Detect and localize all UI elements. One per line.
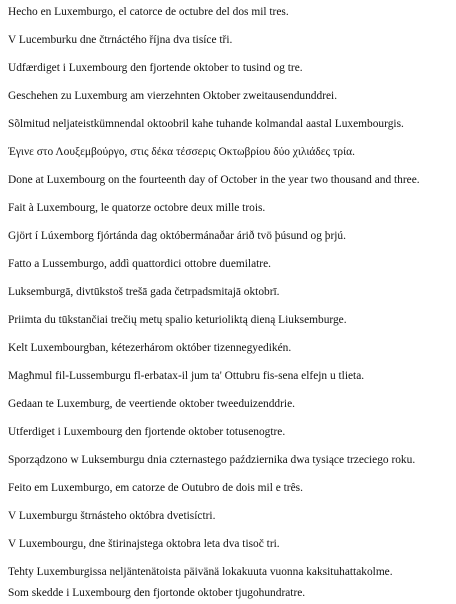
text-line-german: Geschehen zu Luxemburg am vierzehnten Oktober zweitausendunddrei.: [8, 90, 338, 102]
text-line-latvian: Luksemburgā, divtūkstoš trešā gada četrpadsmitajā oktobrī.: [8, 286, 280, 298]
text-line-icelandic: Gjört í Lúxemborg fjórtánda dag októbermánaðar árið tvö þúsund og þrjú.: [8, 230, 346, 242]
text-line-lithuanian: Priimta du tūkstančiai trečių metų spalio keturioliktą dieną Liuksemburge.: [8, 314, 347, 326]
text-line-italian: Fatto a Lussemburgo, addì quattordici ottobre duemilatre.: [8, 258, 271, 270]
text-line-dutch: Gedaan te Luxemburg, de veertiende oktober tweeduizenddrie.: [8, 398, 295, 410]
text-line-slovak: V Luxemburgu štrnásteho októbra dvetisíctri.: [8, 510, 216, 522]
text-line-greek: Έγινε στο Λουξεμβούργο, στις δέκα τέσσερις Οκτωβρίου δύο χιλιάδες τρία.: [8, 146, 355, 158]
text-line-danish: Udfærdiget i Luxembourg den fjortende oktober to tusind og tre.: [8, 62, 303, 74]
text-line-norwegian: Utferdiget i Luxembourg den fjortende oktober totusenogtre.: [8, 426, 286, 438]
text-line-hungarian: Kelt Luxembourgban, kétezerhárom október tizennegyedikén.: [8, 342, 292, 354]
text-line-english: Done at Luxembourg on the fourteenth day of October in the year two thousand and three.: [8, 174, 420, 186]
text-line-spanish: Hecho en Luxemburgo, el catorce de octubre del dos mil tres.: [8, 6, 289, 18]
text-line-french: Fait à Luxembourg, le quatorze octobre deux mille trois.: [8, 202, 266, 214]
text-line-finnish: Tehty Luxemburgissa neljäntenätoista päivänä lokakuuta vuonna kaksituhattakolme.: [8, 566, 393, 578]
text-line-maltese: Magħmul fil-Lussemburgu fl-erbatax-il jum ta' Ottubru fis-sena elfejn u tlieta.: [8, 370, 365, 382]
text-line-slovenian: V Luxembourgu, dne štirinajstega oktobra leta dva tisoč tri.: [8, 538, 280, 550]
text-line-czech: V Lucemburku dne čtrnáctého října dva tisíce tři.: [8, 34, 233, 46]
text-line-polish: Sporządzono w Luksemburgu dnia czternastego października dwa tysiące trzeciego roku.: [8, 454, 416, 466]
text-line-swedish: Som skedde i Luxembourg den fjortonde oktober tjugohundratre.: [8, 587, 306, 599]
text-line-estonian: Sõlmitud neljateistkümnendal oktoobril kahe tuhande kolmandal aastal Luxembourgis.: [8, 118, 404, 130]
text-line-portuguese: Feito em Luxemburgo, em catorze de Outubro de dois mil e três.: [8, 482, 303, 494]
